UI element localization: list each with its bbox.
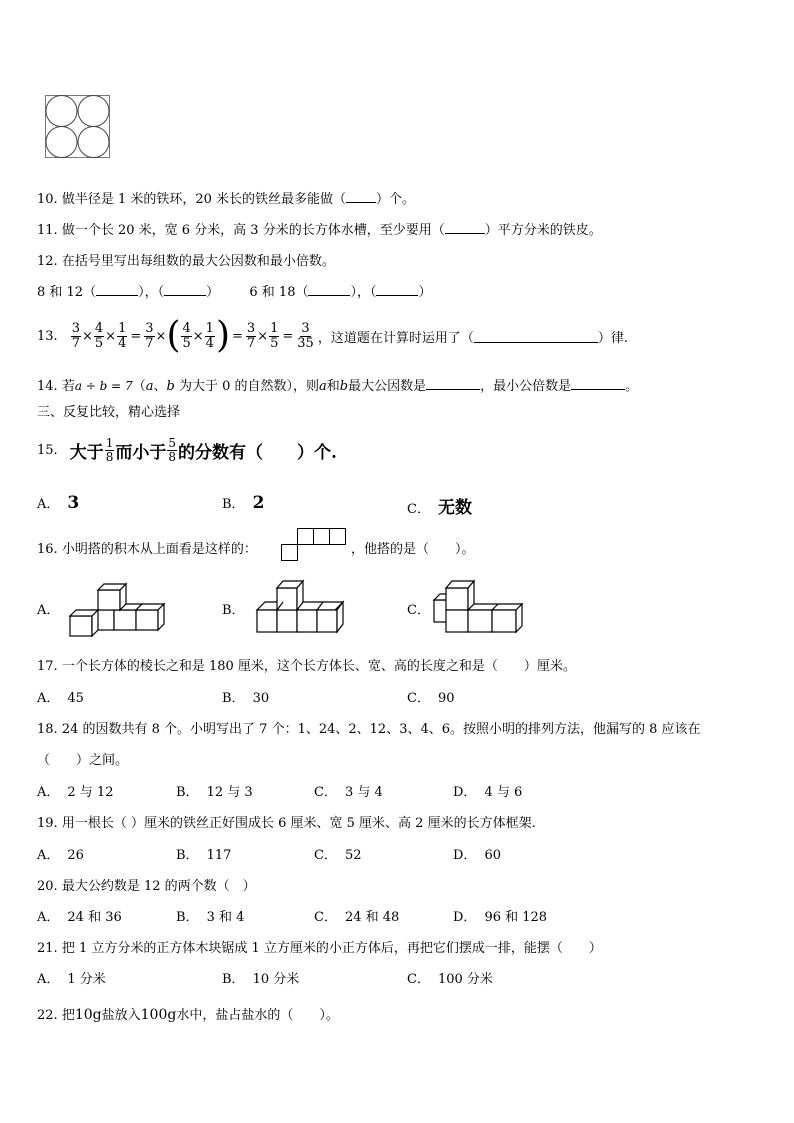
q16-option-a-label[interactable]: A． (37, 603, 60, 618)
question-text: 一个长方体的棱长之和是 180 厘米，这个长方体长、宽、高的长度之和是（ ）厘米。 (61, 659, 576, 674)
separator: 、 (153, 379, 167, 394)
q17-option-b[interactable]: B． 30 (222, 691, 270, 706)
q18-option-a[interactable]: A． 2 与 12 (37, 785, 114, 800)
q17-option-a[interactable]: A． 45 (37, 691, 84, 706)
question-text: 做半径是 1 米的铁环，20 米长的铁丝最多能做（ (61, 192, 347, 207)
q19-option-d[interactable]: D． 60 (453, 848, 501, 863)
answer-blank[interactable] (376, 283, 418, 296)
question-number: 10. (37, 192, 58, 207)
answer-blank[interactable] (164, 283, 206, 296)
fraction: $\frac{1}{5}$ (270, 320, 279, 351)
question-text: 把 1 立方分米的正方体木块锯成 1 立方厘米的小正方体后，再把它们摆成一排，能摆（ ） (61, 941, 602, 956)
mass-value: 100g (140, 1007, 177, 1023)
question-text: 小明搭的积木从上面看是这样的： (61, 542, 257, 557)
separator: ） (206, 285, 220, 300)
fraction: $\frac{3}{35}$ (297, 320, 314, 351)
equals-sign: = (282, 328, 294, 344)
q18-option-c[interactable]: C． 3 与 4 (314, 785, 383, 800)
var-a: a (318, 379, 327, 394)
question-text: 24 的因数共有 8 个。小明写出了 7 个：1、24、2、12、3、4、6。按照小明的排列方法，他漏写的 8 应该在 (61, 722, 701, 737)
q21-option-c[interactable]: C． 100 分米 (407, 972, 493, 987)
var-b: b (166, 379, 175, 394)
mass-value: 10g (74, 1007, 102, 1023)
question-text-end: ）个。 (376, 192, 416, 207)
q21-option-a[interactable]: A． 1 分米 (37, 972, 106, 987)
times-sign: × (155, 328, 167, 344)
times-sign: × (257, 328, 269, 344)
question-15 (37, 430, 337, 470)
question-12-answers (37, 281, 432, 300)
question-12 (37, 250, 335, 269)
question-13 (37, 316, 628, 356)
times-sign: × (105, 328, 117, 344)
question-text: 用一根长（ ）厘米的铁丝正好围成长 6 厘米、宽 5 厘米、高 2 厘米的长方体框架. (61, 816, 536, 831)
q17-option-c[interactable]: C． 90 (407, 691, 455, 706)
fraction: $\frac{3}{7}$ (71, 320, 80, 351)
question-text: 若 (61, 379, 75, 394)
question-text: 最大公约数是 12 的两个数（ ） (61, 879, 256, 894)
question-20 (37, 875, 256, 894)
question-text-end: ）平方分米的铁皮。 (484, 223, 602, 238)
fraction: $\frac{3}{7}$ (145, 320, 154, 351)
separator: ） (418, 285, 432, 300)
question-22 (37, 1004, 339, 1023)
question-text: ，这道题在计算时运用了（ (317, 330, 474, 346)
question-text: （ (132, 379, 146, 394)
q20-option-d[interactable]: D． 96 和 128 (453, 910, 548, 925)
q15-option-c[interactable]: C． 无数 (407, 498, 472, 518)
question-10 (37, 188, 415, 207)
separator: ），（ (138, 285, 165, 300)
fraction: $\frac{4}{5}$ (182, 320, 191, 351)
four-circles-figure (45, 95, 111, 163)
question-number: 19. (37, 816, 58, 831)
pair-label-2: 6 和 18（ (249, 285, 309, 300)
question-text: 做一个长 20 米，宽 6 分米，高 3 分米的长方体水槽，至少要用（ (61, 223, 445, 238)
q16-option-c-blocks[interactable] (432, 578, 528, 640)
q15-option-b[interactable]: B． 2 (222, 493, 265, 513)
math-expression: a ÷ b = 7 (74, 379, 133, 393)
question-number: 13. (37, 328, 58, 344)
q15-option-a[interactable]: A． 3 (37, 493, 80, 513)
question-14 (37, 375, 638, 394)
q20-option-c[interactable]: C． 24 和 48 (314, 910, 400, 925)
question-text-end: 的分数有（ ）个. (177, 442, 337, 463)
question-text: 把 (61, 1008, 75, 1023)
pair-label-1: 8 和 12（ (37, 285, 97, 300)
answer-blank[interactable] (346, 190, 376, 203)
q19-option-c[interactable]: C． 52 (314, 848, 362, 863)
question-17 (37, 655, 576, 674)
question-number: 12. (37, 254, 58, 269)
q18-option-b[interactable]: B． 12 与 3 (176, 785, 253, 800)
fraction: $\frac{1}{4}$ (205, 320, 214, 351)
var-b: b (339, 379, 349, 394)
top-view-figure (281, 528, 349, 566)
answer-blank[interactable] (308, 283, 350, 296)
answer-blank[interactable] (426, 377, 480, 390)
fraction: $\frac{5}{8}$ (168, 435, 176, 464)
question-text: 最大公因数是 (348, 379, 427, 394)
question-11 (37, 219, 602, 238)
question-text: 为大于 0 的自然数），则 (174, 379, 319, 394)
question-18-line2: （ ）之间。 (37, 753, 129, 768)
left-paren-large: ( (166, 315, 181, 356)
q16-option-a-blocks[interactable] (68, 580, 168, 642)
answer-blank[interactable] (474, 330, 598, 343)
right-paren-large: ) (215, 315, 230, 356)
q21-option-b[interactable]: B． 10 分米 (222, 972, 300, 987)
question-16 (37, 538, 257, 557)
question-number: 17. (37, 659, 58, 674)
question-number: 18. (37, 722, 58, 737)
question-number: 16. (37, 542, 58, 557)
q19-option-b[interactable]: B． 117 (176, 848, 232, 863)
question-text: 在括号里写出每组数的最大公因数和最小倍数。 (61, 254, 335, 269)
fraction: $\frac{1}{4}$ (118, 320, 127, 351)
var-a: a (145, 379, 154, 394)
question-text: 大于 (69, 442, 104, 463)
question-number: 21. (37, 941, 58, 956)
answer-blank[interactable] (96, 283, 138, 296)
q20-option-b[interactable]: B． 3 和 4 (176, 910, 245, 925)
question-text: 和 (326, 379, 340, 394)
question-18 (37, 718, 701, 737)
question-number: 15. (37, 442, 58, 458)
q16-option-c-label[interactable]: C． (407, 603, 430, 618)
question-number: 11. (37, 223, 58, 238)
answer-blank[interactable] (445, 221, 485, 234)
question-19 (37, 812, 536, 831)
question-text-end: 水中，盐占盐水的（ ）。 (176, 1008, 339, 1023)
q20-option-a[interactable]: A． 24 和 36 (37, 910, 122, 925)
q19-option-a[interactable]: A． 26 (37, 848, 84, 863)
section-heading: 三、反复比较，精心选择 (37, 405, 181, 420)
fraction: $\frac{1}{8}$ (105, 435, 114, 464)
question-21 (37, 937, 602, 956)
fraction: $\frac{4}{5}$ (94, 320, 104, 351)
question-number: 14. (37, 379, 58, 394)
question-text-end: ）律. (597, 330, 628, 346)
question-text: ，最小公倍数是 (480, 379, 572, 394)
question-number: 20. (37, 879, 58, 894)
equals-sign: = (232, 328, 243, 344)
equals-sign: = (130, 328, 142, 344)
fraction: $\frac{3}{7}$ (246, 320, 256, 351)
question-text: 盐放入 (101, 1008, 141, 1023)
separator: ），（ (350, 285, 377, 300)
q16-option-b-label[interactable]: B． (222, 603, 245, 618)
answer-blank[interactable] (571, 377, 625, 390)
times-sign: × (81, 328, 93, 344)
q16-option-b-blocks[interactable] (255, 578, 351, 640)
q18-option-d[interactable]: D． 4 与 6 (453, 785, 523, 800)
question-number: 22. (37, 1008, 58, 1023)
question-text-end: 。 (625, 379, 639, 394)
question-text: 而小于 (115, 442, 167, 463)
question-16-end: ，他搭的是（ ）。 (351, 542, 475, 557)
times-sign: × (192, 328, 204, 344)
